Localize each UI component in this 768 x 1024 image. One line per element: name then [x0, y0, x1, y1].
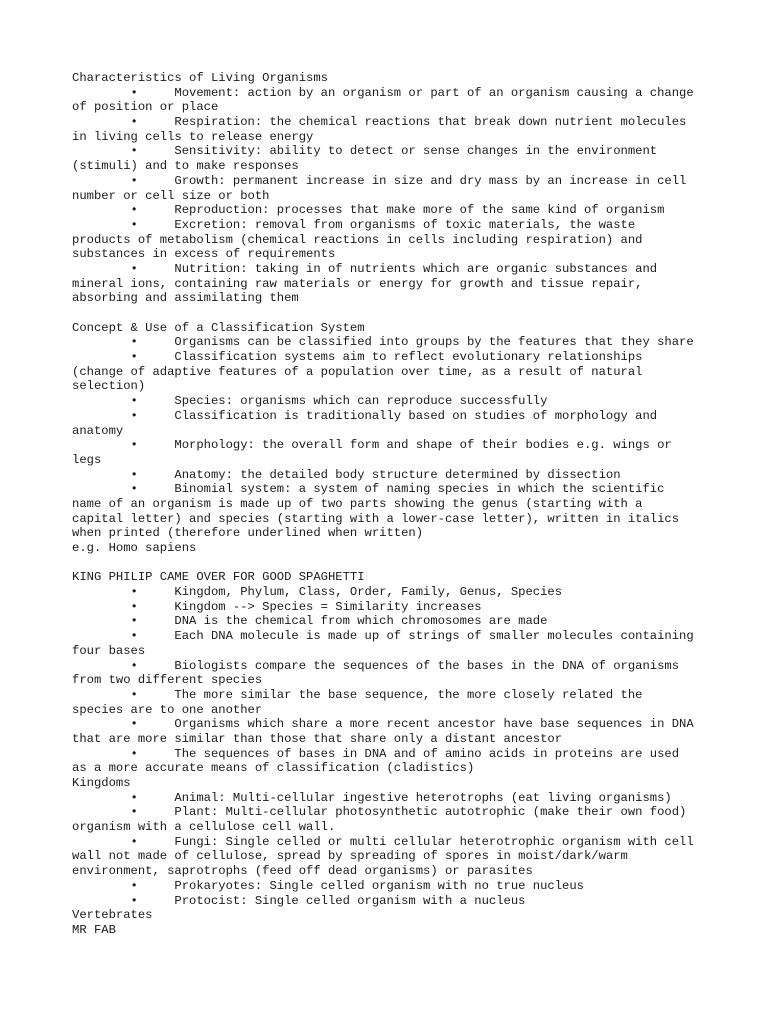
- text-line: • Classification systems aim to reflect evolutionary relationships: [72, 350, 643, 365]
- text-line: MR FAB: [72, 922, 116, 937]
- document-body: [72, 71, 712, 938]
- text-line: Vertebrates: [72, 908, 153, 923]
- text-line: Kingdoms: [72, 776, 131, 790]
- text-line: • Each DNA molecule is made up of strings of smaller molecules containing: [72, 629, 694, 644]
- text-line: • Growth: permanent increase in size and dry mass by an increase in cell: [72, 173, 687, 188]
- text-line: • Sensitivity: ability to detect or sense changes in the environment: [72, 144, 658, 159]
- text-line: name of an organism is made up of two parts showing the genus (starting with a: [72, 496, 643, 511]
- text-line: • Anatomy: the detailed body structure determined by dissection: [72, 467, 621, 482]
- text-line: from two different species: [72, 673, 263, 688]
- text-line: (change of adaptive features of a population over time, as a result of natural: [72, 364, 643, 379]
- text-line: selection): [72, 379, 146, 394]
- text-line: • DNA is the chemical from which chromosomes are made: [72, 614, 548, 629]
- text-line: capital letter) and species (starting with a lower-case letter), written in italics: [72, 511, 680, 526]
- text-line: four bases: [72, 643, 146, 658]
- text-line: Concept & Use of a Classification System: [72, 320, 365, 335]
- text-line: anatomy: [72, 423, 124, 438]
- text-line: • The sequences of bases in DNA and of amino acids in proteins are used: [72, 746, 680, 761]
- text-line: • Animal: Multi-cellular ingestive heterotrophs (eat living organisms): [72, 790, 672, 805]
- text-line: • Species: organisms which can reproduce successfully: [72, 394, 548, 409]
- text-line: species are to one another: [72, 702, 263, 717]
- text-line: when printed (therefore underlined when written): [72, 526, 424, 541]
- text-line: • Organisms can be classified into groups by the features that they share: [72, 335, 694, 350]
- text-line: number or cell size or both: [72, 188, 270, 203]
- text-line: • Respiration: the chemical reactions that break down nutrient molecules: [72, 115, 687, 130]
- text-line: absorbing and assimilating them: [72, 291, 299, 306]
- text-line: • Organisms which share a more recent ancestor have base sequences in DNA: [72, 717, 694, 732]
- text-line: that are more similar than those that share only a distant ancestor: [72, 731, 563, 746]
- text-line: • Reproduction: processes that make more of the same kind of organism: [72, 203, 665, 218]
- text-line: • Morphology: the overall form and shape of their bodies e.g. wings or: [72, 438, 672, 453]
- text-line: • Kingdom --> Species = Similarity increases: [72, 599, 482, 614]
- text-line: • Classification is traditionally based on studies of morphology and: [72, 408, 658, 423]
- text-line: substances in excess of requirements: [72, 247, 336, 262]
- text-line: Characteristics of Living Organisms: [72, 71, 328, 85]
- text-line: products of metabolism (chemical reactions in cells including respiration) and: [72, 232, 643, 247]
- text-line: • Nutrition: taking in of nutrients which are organic substances and: [72, 261, 658, 276]
- text-line: • Plant: Multi-cellular photosynthetic autotrophic (make their own food): [72, 805, 687, 820]
- text-line: wall not made of cellulose, spread by spreading of spores in moist/dark/warm: [72, 849, 628, 864]
- text-line: legs: [72, 452, 102, 467]
- text-line: in living cells to release energy: [72, 129, 314, 144]
- blank-line: [72, 556, 712, 571]
- text-line: • Kingdom, Phylum, Class, Order, Family, Genus, Species: [72, 585, 563, 600]
- text-line: • Excretion: removal from organisms of toxic materials, the waste: [72, 217, 636, 232]
- text-line: organism with a cellulose cell wall.: [72, 820, 336, 835]
- text-line: of position or place: [72, 100, 219, 115]
- text-line: • Fungi: Single celled or multi cellular heterotrophic organism with cell: [72, 834, 694, 849]
- text-line: KING PHILIP CAME OVER FOR GOOD SPAGHETTI: [72, 570, 365, 585]
- text-line: as a more accurate means of classification (cladistics): [72, 761, 475, 776]
- text-line: • The more similar the base sequence, the more closely related the: [72, 687, 643, 702]
- text-line: e.g. Homo sapiens: [72, 541, 197, 555]
- text-line: • Protocist: Single celled organism with a nucleus: [72, 893, 526, 908]
- text-line: environment, saprotrophs (feed off dead organisms) or parasites: [72, 864, 533, 879]
- text-line: • Prokaryotes: Single celled organism with no true nucleus: [72, 878, 584, 893]
- text-line: • Binomial system: a system of naming species in which the scientific: [72, 482, 665, 497]
- text-line: • Biologists compare the sequences of the bases in the DNA of organisms: [72, 658, 680, 673]
- text-line: mineral ions, containing raw materials or energy for growth and tissue repair,: [72, 276, 643, 291]
- text-line: (stimuli) and to make responses: [72, 159, 299, 174]
- blank-line: [72, 306, 712, 321]
- text-line: • Movement: action by an organism or part of an organism causing a change: [72, 85, 694, 100]
